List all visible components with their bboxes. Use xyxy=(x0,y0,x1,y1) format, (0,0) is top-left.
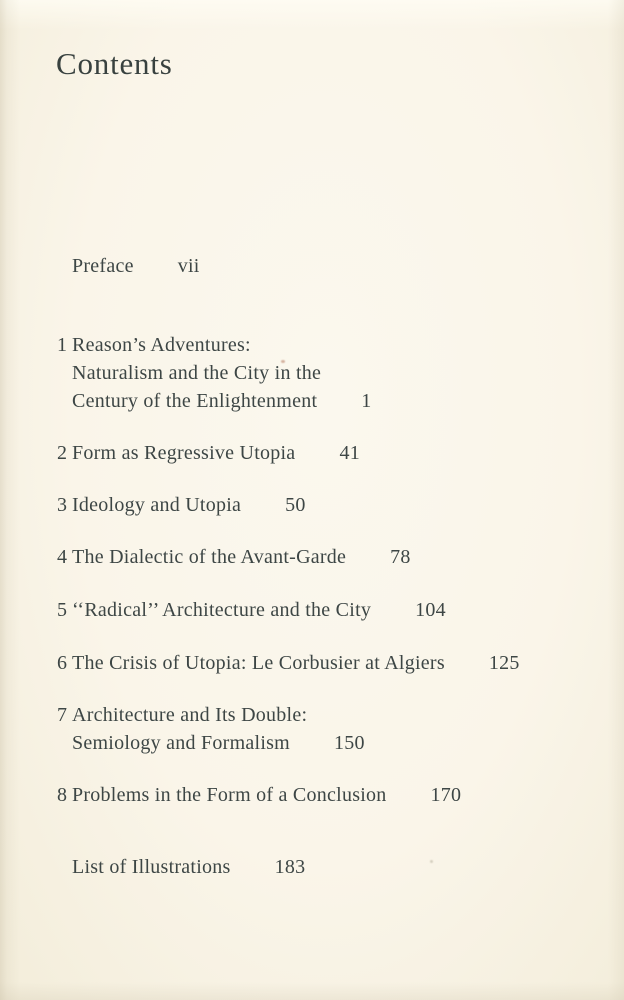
toc-entry-2 xyxy=(57,439,360,467)
chapter-title-line xyxy=(72,439,360,467)
chapter-title-block xyxy=(72,781,461,809)
chapter-title-text: Ideology and Utopia xyxy=(72,494,242,516)
chapter-title-line xyxy=(72,729,365,757)
toc-entry-1 xyxy=(57,331,372,415)
chapter-title-text: The Crisis of Utopia: Le Corbusier at Algiers xyxy=(72,652,445,674)
chapter-title-text: The Dialectic of the Avant-Garde xyxy=(72,546,347,568)
chapter-title-line: Naturalism and the City in the xyxy=(72,362,322,384)
chapter-page-number: 78 xyxy=(390,546,411,568)
chapter-page-number: 170 xyxy=(430,784,462,806)
toc-entry-3 xyxy=(57,491,306,519)
chapter-page-number: 125 xyxy=(488,652,520,674)
chapter-title-line xyxy=(72,387,372,415)
chapter-title-block xyxy=(72,596,446,624)
chapter-number: 6 xyxy=(57,652,68,674)
chapter-title-line xyxy=(72,649,520,677)
scan-speck xyxy=(281,360,285,363)
chapter-page-number: 1 xyxy=(361,390,372,412)
list-of-illustrations-label: List of Illustrations xyxy=(72,856,231,878)
preface-page-number: vii xyxy=(177,255,200,277)
chapter-number: 8 xyxy=(57,784,68,806)
chapter-number: 7 xyxy=(57,704,68,726)
chapter-title-line xyxy=(72,596,446,624)
chapter-title-text: Problems in the Form of a Conclusion xyxy=(72,784,387,806)
toc-entry-4 xyxy=(57,543,411,571)
toc-entry-6 xyxy=(57,649,520,677)
chapter-title-block xyxy=(72,701,365,757)
toc-entry-5 xyxy=(57,596,446,624)
chapter-page-number: 104 xyxy=(415,599,446,621)
chapter-number: 1 xyxy=(57,334,68,356)
chapter-title-block xyxy=(72,331,372,415)
preface-row xyxy=(72,252,200,280)
chapter-title-block xyxy=(72,543,411,571)
chapter-title-text: ‘‘Radical’’ Architecture and the City xyxy=(72,599,372,621)
toc-entry-8 xyxy=(57,781,461,809)
chapter-title-line: Reason’s Adventures: xyxy=(72,334,251,356)
chapter-title-text: Century of the Enlightenment xyxy=(72,390,318,412)
chapter-title-line xyxy=(72,491,306,519)
preface-label: Preface xyxy=(72,255,134,277)
chapter-page-number: 150 xyxy=(333,732,365,754)
chapter-number: 2 xyxy=(57,442,68,464)
chapter-title-block xyxy=(72,439,360,467)
chapter-title-line xyxy=(72,543,411,571)
chapter-title-text: Semiology and Formalism xyxy=(72,732,290,754)
chapter-title-block xyxy=(72,491,306,519)
chapter-title-line: Architecture and Its Double: xyxy=(72,704,308,726)
chapter-title-line xyxy=(72,781,461,809)
list-of-illustrations-row xyxy=(72,853,305,881)
chapter-page-number: 50 xyxy=(285,494,306,516)
chapter-title-text: Form as Regressive Utopia xyxy=(72,442,296,464)
toc-entry-7 xyxy=(57,701,365,757)
chapter-number: 3 xyxy=(57,494,68,516)
chapter-title-block xyxy=(72,649,520,677)
chapter-page-number: 41 xyxy=(339,442,360,464)
scan-speck xyxy=(430,860,433,863)
list-of-illustrations-page-number: 183 xyxy=(274,856,306,878)
page-title: Contents xyxy=(56,46,173,81)
chapter-number: 4 xyxy=(57,546,68,568)
chapter-number: 5 xyxy=(57,599,68,621)
